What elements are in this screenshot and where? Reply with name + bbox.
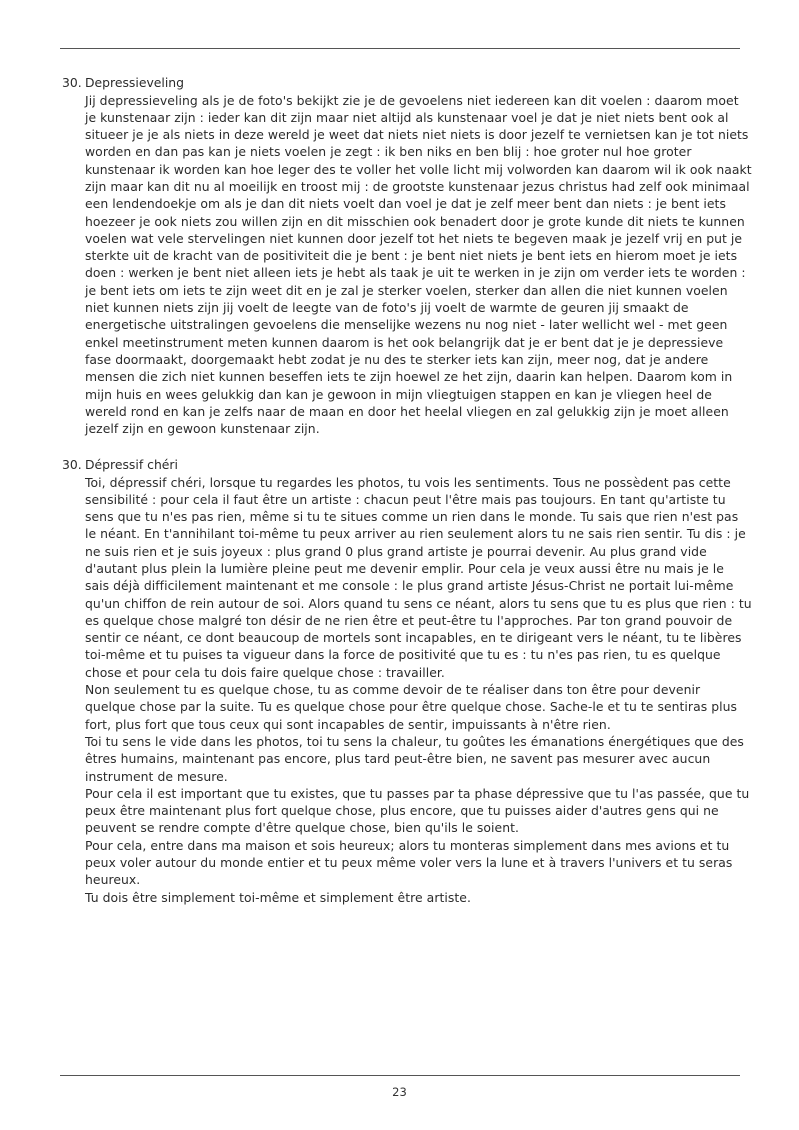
paragraph: Pour cela il est important que tu existes, que tu passes par ta phase dépressive que tu l'as passée, que tu peux être maintenant plus fort quelque chose, plus encore, que tu puisses aider d'autres gens qui ne peuvent se rendre compte d'être quelque chose, bien qu'ils le soient. [85, 785, 750, 836]
section-dutch [62, 74, 752, 437]
section-number: 30. [62, 75, 82, 90]
paragraph: Non seulement tu es quelque chose, tu as comme devoir de te réaliser dans ton être pour devenir quelque chose par la suite. Tu es quelque chose pour être quelque chose. Sache-le et tu te sentiras plus fort, plus fort que tous ceux qui sont incapables de sentir, impuissants à n'être rien. [85, 682, 738, 732]
paragraph: Jij depressieveling als je de foto's bekijkt zie je de gevoelens niet iedereen kan dit voelen : daarom moet je kunstenaar zijn : ieder kan dit zijn maar niet altijd als kunstenaar voel je dat je niet niets bent ook al situeer je je als niets in deze wereld je weet dat niets niet niets is door jezelf te vernietsen kan je tot niets worden en dan pas kan je niets voelen je zegt : ik ben niks en ben blij : hoe groter nul hoe groter kunstenaar ik worden kan hoe leger des te voller het volle licht mij volworden kan daarom wil ik ook naakt zijn maar kan dit nu al moeilijk en troost mij : de grootste kunstenaar jezus christus had zelf ook minimaal een lendendoekje om als je dan dit niets voelt dan voel je dat je zelf meer bent dan niets : je bent iets hoezeer je ook niets zou willen zijn en dit misschien ook benadert door je grote kunde dit niets te kunnen voelen wat vele stervelingen niet kunnen door jezelf tot het niets te begeven maak je jezelf vrij en put je sterkte uit de kracht van de positiviteit die je bent : je bent niet niets je bent iets en hierom moet je iets doen : werken je bent niet alleen iets je hebt als taak je uit te werken in je zijn om verder iets te worden : je bent iets om iets te zijn weet dit en je zal je sterker voelen, sterker dan allen die niet kunnen voelen niet kunnen niets zijn jij voelt de leegte van de foto's jij voelt de warmte de geuren jij smaakt de energetische uitstralingen gevoelens die menselijke wezens nu nog niet - later wellicht wel - met geen enkel meetinstrument meten kunnen daarom is het ook belangrijk dat je er bent dat je je depressieve fase doormaakt, doorgemaakt hebt zodat je nu des te sterker iets kan zijn, meer nog, dat je andere mensen die zich niet kunnen beseffen iets te zijn hoewel ze het zijn, daarin kan helpen. Daarom kom in mijn huis en wees gelukkig dan kan je gewoon in mijn vliegtuigen stappen en kan je vliegen heel de wereld rond en kan je zelfs naar de maan en door het heelal vliegen en zal gelukkig zijn je moet alleen jezelf zijn en gewoon kunstenaar zijn. [85, 92, 752, 437]
section-title: Depressieveling [85, 75, 185, 90]
section-number: 30. [62, 457, 82, 472]
page-number: 23 [392, 1085, 407, 1099]
section-heading [62, 74, 752, 92]
bottom-rule [60, 1075, 740, 1076]
paragraph: Pour cela, entre dans ma maison et sois heureux; alors tu monteras simplement dans mes avions et tu peux voler autour du monde entier et tu peux même voler vers la lune et à travers l'univers et tu seras heureux. [85, 837, 733, 888]
section-title: Dépressif chéri [85, 457, 178, 472]
section-body [85, 474, 752, 906]
section-heading [62, 456, 752, 474]
paragraph: Toi tu sens le vide dans les photos, toi tu sens la chaleur, tu goûtes les émanations énergétiques que des êtres humains, maintenant pas encore, plus tard peut-être bien, ne savent pas mesurer avec aucun instrument de mesure. [85, 733, 744, 784]
paragraph: Toi, dépressif chéri, lorsque tu regardes les photos, tu vois les sentiments. Tous ne possèdent pas cette sensibilité : pour cela il faut être un artiste : chacun peut l'être mais pas toujours. En tant qu'artiste tu sens que tu n'es pas rien, même si tu te situes comme un rien dans le monde. Tu sais que rien n'est pas le néant. En t'annihilant toi-même tu peux arriver au rien seulement alors tu ne sais rien sentir. Tu dis : je ne suis rien et je suis joyeux : plus grand 0 plus grand artiste je pourrai devenir. Au plus grand vide d'autant plus plein la lumière pleine peut me devenir emplir. Pour cela je veux aussi être nu mais je le sais déjà difficilement maintenant et me console : le plus grand artiste Jésus-Christ ne portait lui-même qu'un chiffon de rein autour de soi. Alors quand tu sens ce néant, alors tu sens que tu es plus que rien : tu es quelque chose malgré ton désir de ne rien être et peut-être tu l'approches. Par ton grand pouvoir de sentir ce néant, ce dont beaucoup de mortels sont incapables, en te dirigeant vers le néant, tu te libères toi-même et tu puises ta vigueur dans la force de positivité que tu es : tu n'es pas rien, tu es quelque chose et pour cela tu dois faire quelque chose : travailler. [85, 474, 752, 680]
section-french [62, 456, 752, 906]
paragraph: Tu dois être simplement toi-même et simplement être artiste. [85, 889, 471, 905]
top-rule [60, 48, 740, 49]
section-body [85, 92, 752, 438]
